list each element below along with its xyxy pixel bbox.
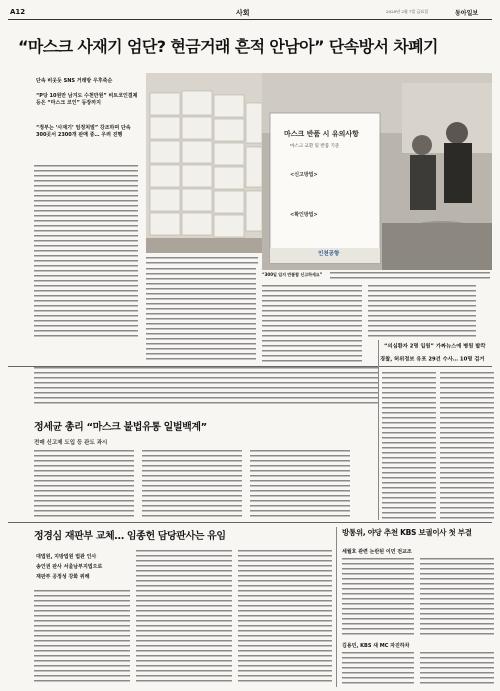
mid-left-col-3 <box>250 450 350 520</box>
top-body-col-4 <box>368 285 476 340</box>
cartons-caption <box>146 257 258 267</box>
mid-left-subhead: 전매 신고제 도입 등 관도 과시 <box>34 440 108 446</box>
paper-logo: 동아일보 <box>455 10 479 17</box>
sign-line-3: <신고방법> <box>290 172 318 178</box>
page-number: A12 <box>10 8 26 16</box>
top-subhead-2: “P당 10원만 남겨도 수천만원” 비트코인결제 등은 “마스크 코인” 등장까지 <box>36 93 138 106</box>
top-headline: “마스크 사재기 엄단? 현금거래 흔적 안남아” 단속방서 차폐기 <box>18 37 438 56</box>
bottom-right-sub-1: 세월호 관련 논란된 이민 전교조 <box>342 549 412 555</box>
bottom-left-col-2 <box>136 550 232 685</box>
bottom-left-subhead-3: 재판부 공정성 강화 위해 <box>36 574 90 580</box>
top-photo-counter <box>262 73 492 270</box>
mid-left-body-top <box>34 367 378 407</box>
mid-right-col-2 <box>440 372 494 520</box>
sign-line-4: <확인방법> <box>290 212 318 218</box>
bottom-right-sub-2: 김용민, KBS 새 MC 자진하차 <box>342 643 410 649</box>
bottom-left-col-3 <box>238 550 332 685</box>
sign-brand: 인천공항 <box>318 251 340 257</box>
bottom-right-col-2 <box>420 558 494 638</box>
bottom-left-subhead-2: 송인권 판사 서울남부지법으로 <box>36 564 103 570</box>
bottom-right-col-3 <box>342 652 414 686</box>
top-subhead-3: “정부는 ‘사재기’ 엄정처벌” 강조하며 단속 300곳서 2300개 판매 중… 우려 진행 <box>36 125 131 138</box>
bottom-right-headline: 방통위, 야당 추천 KBS 보궐이사 첫 부결 <box>342 528 472 537</box>
mid-right-headline-1: “의심환자 2명 입원” 가짜뉴스에 병원 발칵 <box>384 343 486 350</box>
mid-right-headline-2: 경찰, 허위정보 유포 29건 수사… 10명 검거 <box>380 356 485 363</box>
mid-right-col-1 <box>382 372 436 520</box>
bottom-left-headline: 정경심 재판부 교체… 임종헌 담당판사는 유임 <box>34 531 226 542</box>
section-label: 사회 <box>236 9 250 17</box>
photo-caption-text <box>330 272 490 282</box>
mid-left-col-1 <box>34 450 134 520</box>
sign-line-2: 마스크 교환 및 반품 기준 <box>290 144 340 149</box>
bottom-vertical-rule <box>336 527 337 687</box>
bottom-right-col-4 <box>420 652 494 686</box>
mid-vertical-rule <box>378 340 379 520</box>
mid-left-headline: 정세균 총리 “마스크 불법유통 일벌백계” <box>34 422 207 433</box>
top-body-col-1 <box>34 165 138 340</box>
top-body-col-3 <box>262 285 362 363</box>
bottom-left-col-1 <box>34 590 130 685</box>
issue-date: 2020년 2월 7일 금요일 <box>386 9 429 14</box>
masthead-rule <box>8 19 492 20</box>
mid-left-col-2 <box>142 450 242 520</box>
bottom-left-subhead-1: 대법원, 지방법원 법관 인사 <box>36 554 97 560</box>
mid-bottom-rule <box>8 522 492 523</box>
top-body-col-2 <box>146 268 256 363</box>
sign-title: 마스크 반품 시 유의사항 <box>284 130 359 138</box>
top-photo-cartons <box>146 73 262 253</box>
top-subhead-1: 단속 비웃듯 SNS 거래방 우후죽순 <box>36 78 113 84</box>
bottom-right-col-1 <box>342 558 414 638</box>
photo-caption-title: “300일 입지 반품할 신고하세요” <box>262 272 323 277</box>
